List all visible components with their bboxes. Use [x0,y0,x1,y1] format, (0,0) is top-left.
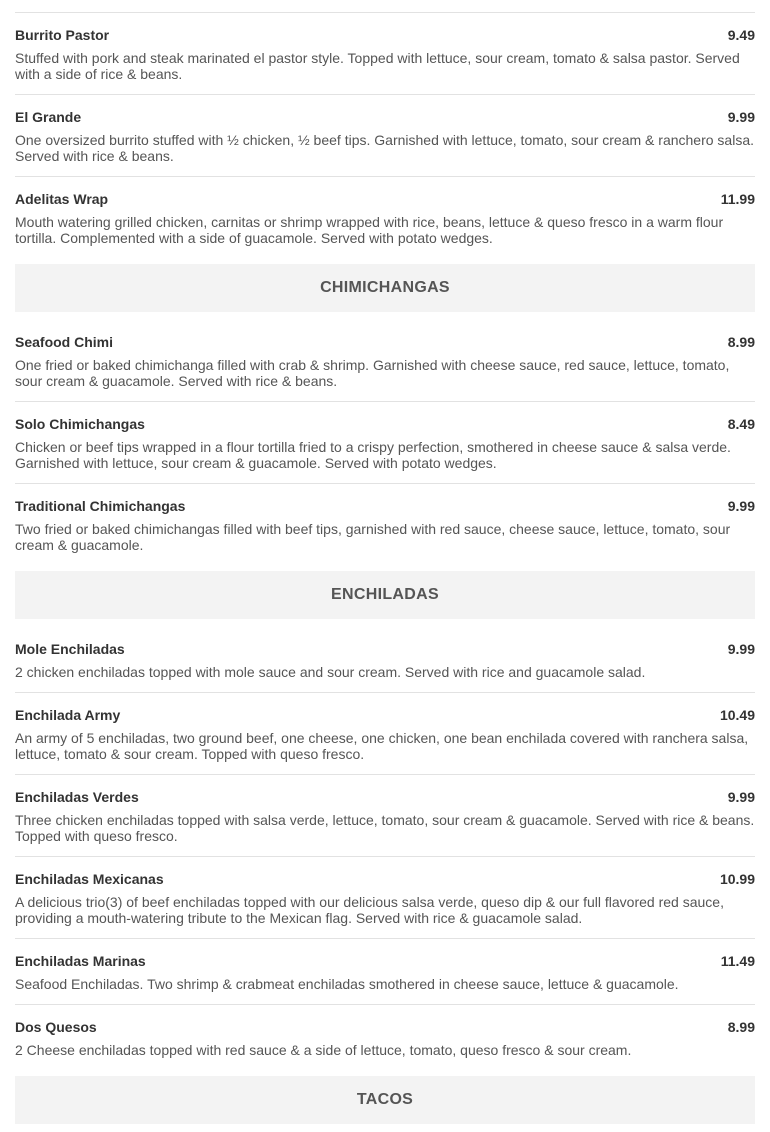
item-price: 8.99 [727,1019,755,1035]
section-header-chimichangas [15,264,755,312]
section-header-enchiladas [15,571,755,619]
item-name: Seafood Chimi [15,334,114,350]
item-description: One fried or baked chimichanga filled with crab & shrimp. Garnished with cheese sauce, red sauce, lettuce, tomato, sour cream & guacamole. Served with rice & beans. [15,357,730,389]
menu-item [15,775,755,857]
menu-item [15,320,755,402]
section-title: ENCHILADAS [331,586,439,603]
section-title: CHIMICHANGAS [320,279,450,296]
menu-item [15,95,755,177]
item-name: Enchiladas Verdes [15,789,139,805]
item-name: Mole Enchiladas [15,641,125,657]
item-name: Enchiladas Marinas [15,953,146,969]
item-price: 9.99 [727,789,755,805]
item-price: 9.99 [727,109,755,125]
menu-page [15,0,755,1132]
menu-item [15,484,755,569]
item-price: 8.99 [727,334,755,350]
top-divider [15,0,755,13]
item-name: Solo Chimichangas [15,416,145,432]
menu-item [15,627,755,693]
item-description: Stuffed with pork and steak marinated el pastor style. Topped with lettuce, sour cream, tomato & salsa pastor. Served with a side of rice & beans. [15,50,740,82]
section-header-tacos [15,1076,755,1124]
menu-item [15,402,755,484]
item-description: Two fried or baked chimichangas filled with beef tips, garnished with red sauce, cheese sauce, lettuce, tomato, sour cream & guacamole. [15,521,731,553]
menu-item [15,857,755,939]
menu-item [15,13,755,95]
menu-item [15,693,755,775]
menu-item [15,177,755,262]
item-description: A delicious trio(3) of beef enchiladas topped with our delicious salsa verde, queso dip & our full flavored red sauce, providing a mouth-watering tribute to the Mexican flag. Served with rice & guacamole salad. [15,894,724,926]
item-price: 10.99 [719,871,755,887]
item-name: Traditional Chimichangas [15,498,186,514]
item-name: Enchilada Army [15,707,121,723]
menu-item [15,1005,755,1074]
item-price: 11.49 [720,953,755,969]
item-name: Enchiladas Mexicanas [15,871,164,887]
item-description: One oversized burrito stuffed with ½ chicken, ½ beef tips. Garnished with lettuce, tomato, sour cream & ranchero salsa. Served with rice & beans. [15,132,754,164]
item-price: 10.49 [719,707,755,723]
item-description: An army of 5 enchiladas, two ground beef, one cheese, one chicken, one bean enchilada covered with ranchera salsa, lettuce, tomato & sour cream. Topped with queso fresco. [15,730,749,762]
item-description: Seafood Enchiladas. Two shrimp & crabmeat enchiladas smothered in cheese sauce, lettuce & guacamole. [15,976,679,992]
item-price: 9.99 [727,641,755,657]
menu-item [15,939,755,1005]
section-title: TACOS [356,1091,414,1108]
item-price: 11.99 [720,191,755,207]
item-description: 2 Cheese enchiladas topped with red sauce & a side of lettuce, tomato, queso fresco & sour cream. [15,1042,632,1058]
item-price: 8.49 [727,416,755,432]
item-price: 9.49 [727,27,755,43]
item-description: Chicken or beef tips wrapped in a flour tortilla fried to a crispy perfection, smothered in cheese sauce & salsa verde. Garnished with lettuce, sour cream & guacamole. Served with potato wedges. [15,439,731,471]
item-name: Adelitas Wrap [15,191,109,207]
item-description: Three chicken enchiladas topped with salsa verde, lettuce, tomato, sour cream & guacamole. Served with rice & beans. Topped with queso fresco. [15,812,755,844]
item-name: Dos Quesos [15,1019,97,1035]
item-name: El Grande [15,109,82,125]
item-price: 9.99 [727,498,755,514]
item-description: Mouth watering grilled chicken, carnitas or shrimp wrapped with rice, beans, lettuce & queso fresco in a warm flour tortilla. Complemented with a side of guacamole. Served with potato wedges. [15,214,724,246]
item-description: 2 chicken enchiladas topped with mole sauce and sour cream. Served with rice and guacamole salad. [15,664,646,680]
item-name: Burrito Pastor [15,27,110,43]
